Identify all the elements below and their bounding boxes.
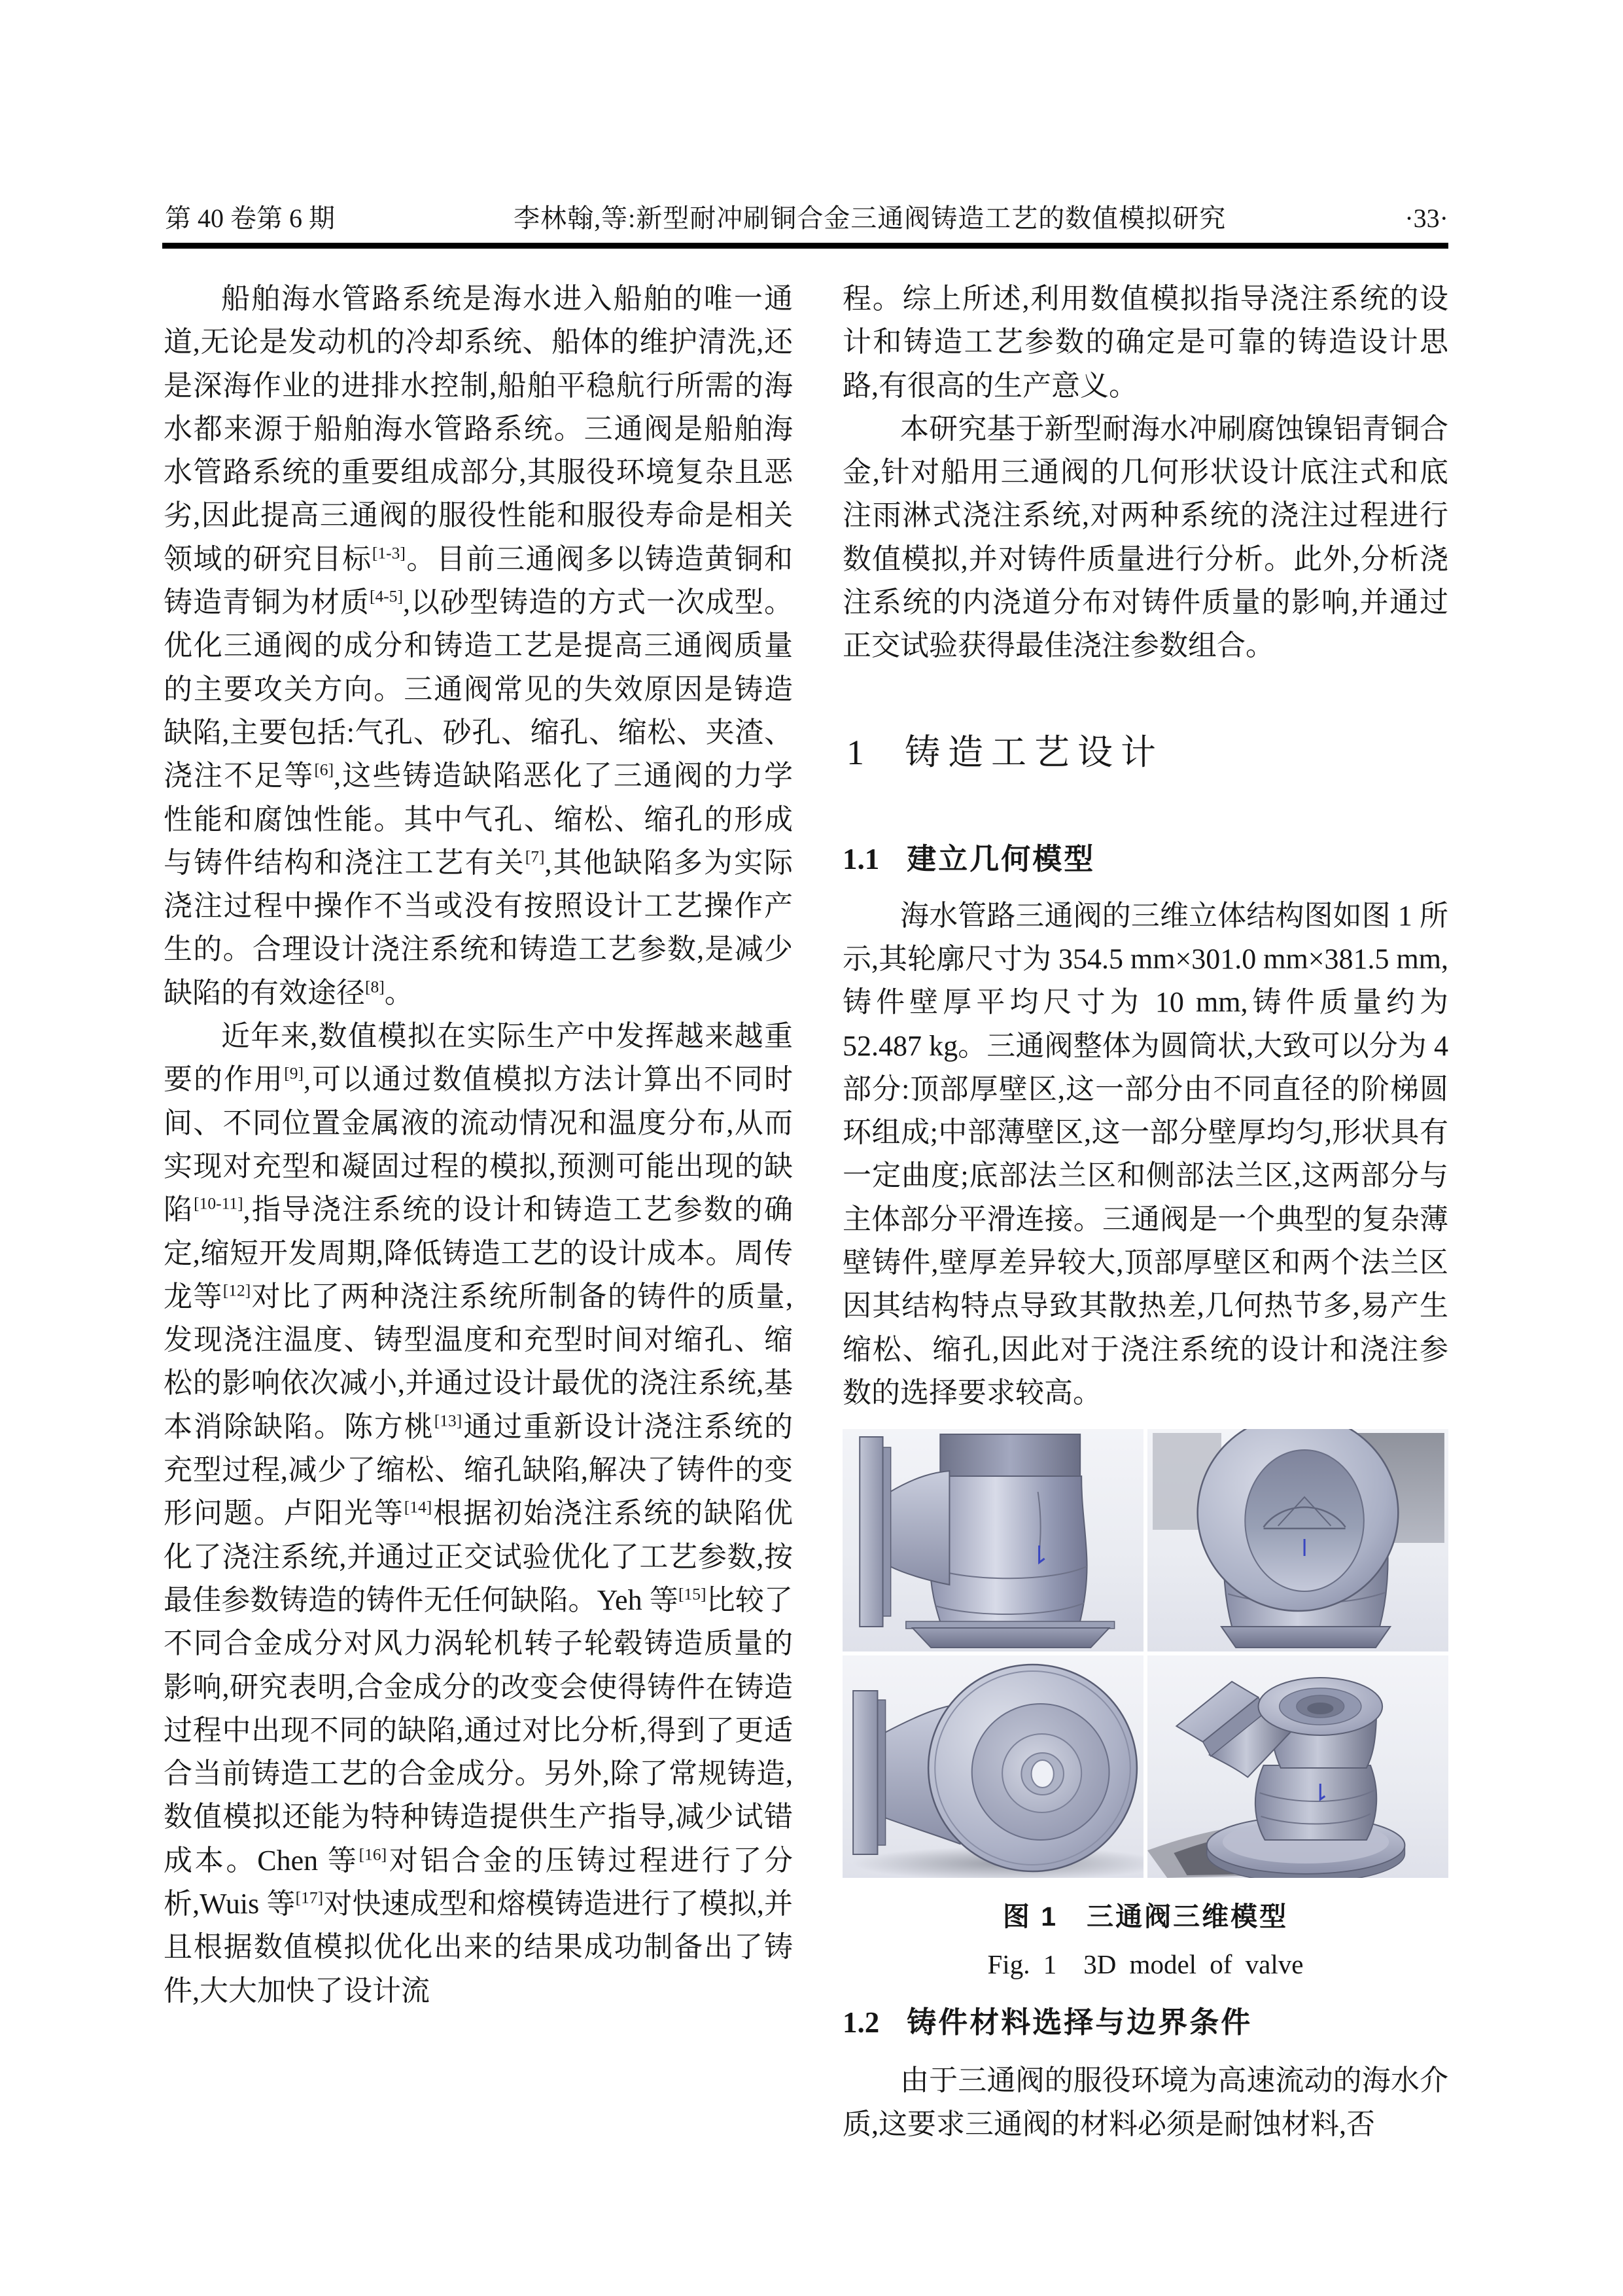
paragraph-literature-review-continued: 程。综上所述,利用数值模拟指导浇注系统的设计和铸造工艺参数的确定是可靠的铸造设计思路,有很高的生产意义。 [843, 283, 1448, 402]
figure-1-valve-flange-face-view [843, 1655, 1143, 1878]
page-number: ·33· [1405, 203, 1448, 233]
paragraph-geometry-model: 海水管路三通阀的三维立体结构图如图 1 所示,其轮廓尺寸为 354.5 mm×301.0 mm×381.5 mm,铸件壁厚平均尺寸为 10 mm,铸件质量约为 52.487 kg。三通阀整体为圆筒状,大致可以分为 4 部分:顶部厚壁区,这一部分由不同直径的阶梯圆环组成;中部薄壁区,这一部分壁厚均匀,形状具有一定曲度;底部法兰区和侧部法兰区,这两部分与主体部分平滑连接。三通阀是一个典型的复杂薄壁铸件,壁厚差异较大,顶部厚壁区和两个法兰区因其结构特点导致其散热差,几何热节多,易产生缩松、缩孔,因此对于浇注系统的设计和浇注参数的选择要求较高。 [843, 899, 1448, 1409]
subsection-1-1-title: 建立几何模型 [907, 841, 1096, 875]
left-column [164, 277, 793, 2013]
header-divider-rule [162, 243, 1448, 249]
subsection-1-1-heading [843, 835, 1448, 877]
page-header [165, 198, 1448, 235]
figure-1-valve-isometric-view [1147, 1655, 1448, 1878]
valve-isometric-view-image [1147, 1655, 1448, 1878]
figure-1-caption-cn: 图 1 三通阀三维模型 [1002, 1901, 1289, 1932]
paragraph-intro: 船舶海水管路系统是海水进入船舶的唯一通道,无论是发动机的冷却系统、船体的维护清洗,还是深海作业的进排水控制,船舶平稳航行所需的海水都来源于船舶海水管路系统。三通阀是船舶海水管路系统的重要组成部分,其服役环境复杂且恶劣,因此提高三通阀的服役性能和服役寿命是相关领域的研究目标[1-3]。目前三通阀多以铸造黄铜和铸造青铜为材质[4-5],以砂型铸造的方式一次成型。优化三通阀的成分和铸造工艺是提高三通阀质量的主要攻关方向。三通阀常见的失效原因是铸造缺陷,主要包括:气孔、砂孔、缩孔、缩松、夹渣、浇注不足等[6],这些铸造缺陷恶化了三通阀的力学性能和腐蚀性能。其中气孔、缩松、缩孔的形成与铸件结构和浇注工艺有关[7],其他缺陷多为实际浇注过程中操作不当或没有按照设计工艺操作产生的。合理设计浇注系统和铸造工艺参数,是减少缺陷的有效途径[8]。 [164, 283, 794, 1009]
section-1-heading [846, 724, 1448, 775]
paragraph-material-selection: 由于三通阀的服役环境为高速流动的海水介质,这要求三通阀的材料必须是耐蚀材料,否 [843, 2064, 1448, 2140]
figure-1-image-grid [843, 1429, 1448, 1878]
subsection-1-2-heading [843, 1998, 1448, 2041]
subsection-1-2-title: 铸件材料选择与边界条件 [907, 2005, 1253, 2040]
section-1-title: 铸造工艺设计 [905, 732, 1164, 772]
right-column [843, 277, 1448, 2146]
figure-1 [843, 1429, 1448, 1981]
figure-1-valve-side-view [843, 1429, 1143, 1651]
subsection-1-1-number: 1.1 [843, 842, 880, 875]
valve-front-view-image [1147, 1429, 1448, 1651]
figure-1-valve-front-view [1147, 1429, 1448, 1651]
valve-side-view-image [843, 1429, 1143, 1651]
volume-issue-label: 第 40 卷第 6 期 [165, 203, 335, 233]
paragraph-literature-review: 近年来,数值模拟在实际生产中发挥越来越重要的作用[9],可以通过数值模拟方法计算出不同时间、不同位置金属液的流动情况和温度分布,从而实现对充型和凝固过程的模拟,预测可能出现的缺陷[10-11],指导浇注系统的设计和铸造工艺参数的确定,缩短开发周期,降低铸造工艺的设计成本。周传龙等[12]对比了两种浇注系统所制备的铸件的质量,发现浇注温度、铸型温度和充型时间对缩孔、缩松的影响依次减小,并通过设计最优的浇注系统,基本消除缺陷。陈方桃[13]通过重新设计浇注系统的充型过程,减少了缩松、缩孔缺陷,解决了铸件的变形问题。卢阳光等[14]根据初始浇注系统的缺陷优化了浇注系统,并通过正交试验优化了工艺参数,按最佳参数铸造的铸件无任何缺陷。Yeh 等[15]比较了不同合金成分对风力涡轮机转子轮毂铸造质量的影响,研究表明,合金成分的改变会使得铸件在铸造过程中出现不同的缺陷,通过对比分析,得到了更适合当前铸造工艺的合金成分。另外,除了常规铸造,数值模拟还能为特种铸造提供生产指导,减少试错成本。Chen 等[16]对铝合金的压铸过程进行了分析,Wuis 等[17]对快速成型和熔模铸造进行了模拟,并且根据数值模拟优化出来的结果成功制备出了铸件,大大加快了设计流 [164, 1020, 794, 2007]
paragraph-study-overview: 本研究基于新型耐海水冲刷腐蚀镍铝青铜合金,针对船用三通阀的几何形状设计底注式和底注雨淋式浇注系统,对两种系统的浇注过程进行数值模拟,并对铸件质量进行分析。此外,分析浇注系统的内浇道分布对铸件质量的影响,并通过正交试验获得最佳浇注参数组合。 [843, 412, 1448, 662]
figure-1-caption-en: Fig. 1 3D model of valve [987, 1949, 1304, 1980]
running-title: 李林翰,等:新型耐冲刷铜合金三通阀铸造工艺的数值模拟研究 [514, 203, 1227, 233]
subsection-1-2-number: 1.2 [843, 2006, 880, 2040]
section-1-number: 1 [846, 732, 864, 772]
valve-flange-face-view-image [843, 1655, 1143, 1878]
